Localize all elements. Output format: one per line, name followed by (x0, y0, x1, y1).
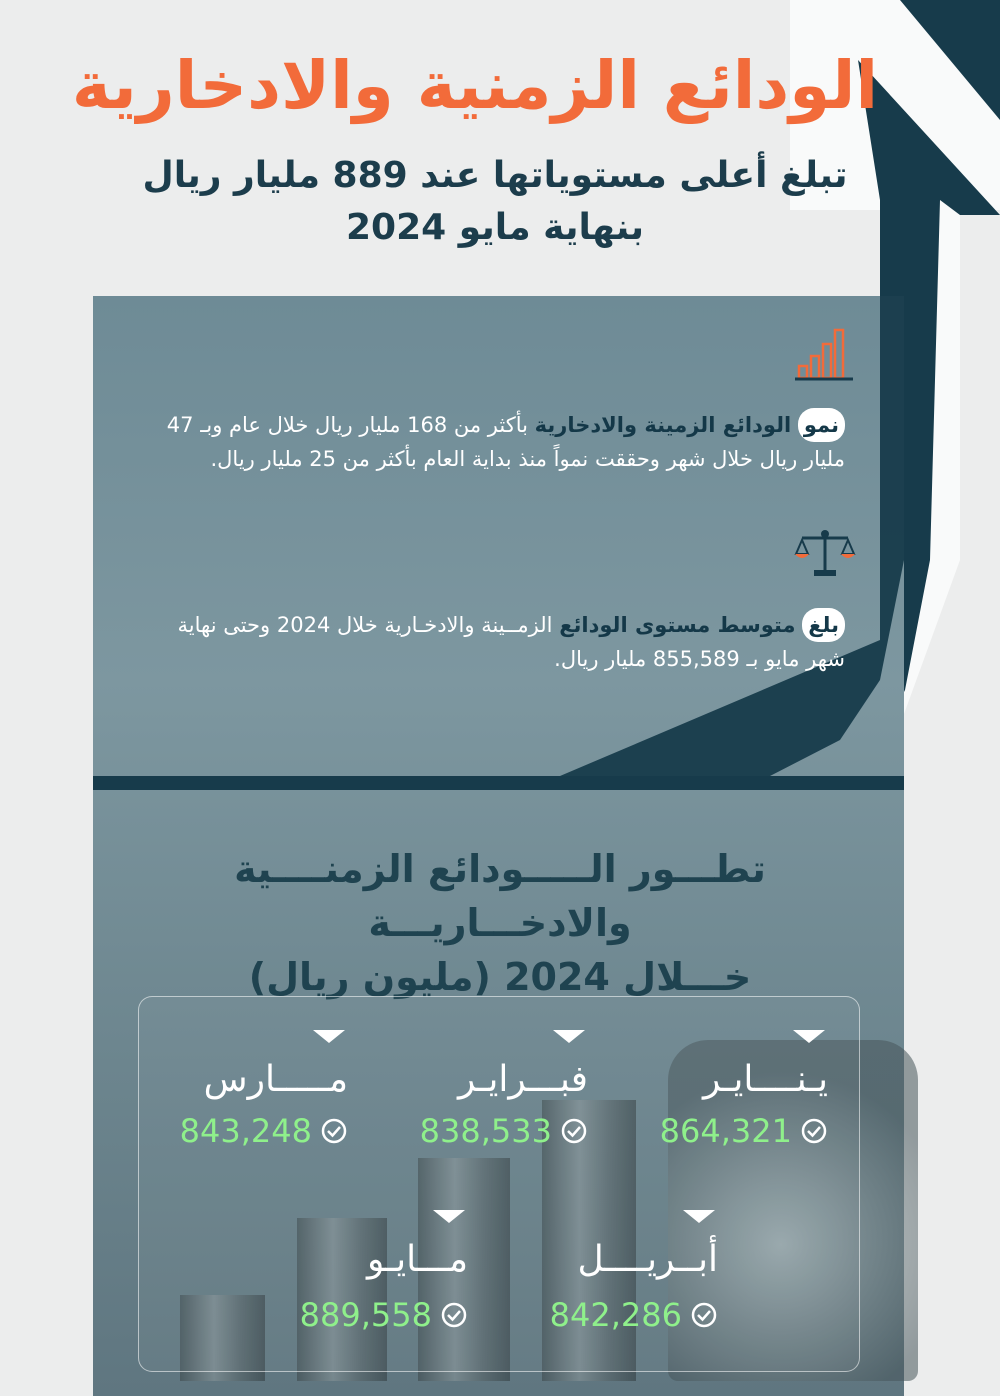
page-title: الودائع الزمنية والادخارية (71, 47, 879, 124)
check-circle-icon (320, 1117, 348, 1145)
month-label: فبـــرايـر (457, 1059, 588, 1100)
month-value (660, 1112, 828, 1150)
triangle-marker-icon (793, 1030, 825, 1043)
month-label: يـنــــايـر (702, 1059, 828, 1100)
chart-title-line-2: خـــلال 2024 (مليون ريال) (248, 955, 752, 999)
triangle-marker-icon (553, 1030, 585, 1043)
month-value-number: 864,321 (659, 1112, 792, 1150)
body-text: الزمــينة والادخـارية خلال 2024 وحتى نهاية شهر مايو بـ 855,589 مليار ريال. (177, 613, 845, 671)
month-label: مـــــارس (203, 1059, 348, 1100)
highlight-text: الودائع الزمينة والادخارية (534, 413, 792, 437)
lead-word: بلغ (802, 608, 845, 642)
scales-icon (794, 528, 856, 580)
month-label: مـــايـو (366, 1239, 468, 1280)
month-label: أبــريــــل (577, 1239, 718, 1280)
check-circle-icon (690, 1301, 718, 1329)
subtitle-line-1: تبلغ أعلى مستوياتها عند 889 مليار ريال (142, 155, 848, 196)
triangle-marker-icon (683, 1210, 715, 1223)
info-block-average (140, 608, 845, 676)
month-value-number: 842,286 (549, 1296, 682, 1334)
subtitle-line-2: بنهاية مايو 2024 (345, 207, 644, 248)
triangle-marker-icon (313, 1030, 345, 1043)
chart-title (120, 842, 880, 1004)
month-value (300, 1296, 468, 1334)
triangle-marker-icon (433, 1210, 465, 1223)
check-circle-icon (440, 1301, 468, 1329)
chart-title-line-1: تطـــور الـــــودائع الزمنــــية والادخـــاريـــة (234, 847, 766, 945)
month-value (550, 1296, 718, 1334)
lead-word: نمو (798, 408, 845, 442)
info-block-growth (140, 408, 845, 476)
month-value-number: 889,558 (299, 1296, 432, 1334)
monthly-values-box (138, 996, 860, 1372)
check-circle-icon (560, 1117, 588, 1145)
bar-chart-icon (795, 322, 855, 382)
body-text: بأكثر من 168 مليار ريال خلال عام وبـ 47 مليار ريال خلال شهر وحققت نمواً منذ بداية العام بأكثر من 25 مليار ريال. (166, 413, 845, 471)
month-value (180, 1112, 348, 1150)
month-value (420, 1112, 588, 1150)
month-value-number: 838,533 (419, 1112, 552, 1150)
divider-stripe (93, 776, 904, 790)
check-circle-icon (800, 1117, 828, 1145)
month-value-number: 843,248 (179, 1112, 312, 1150)
highlight-text: متوسط مستوى الودائع (559, 613, 796, 637)
